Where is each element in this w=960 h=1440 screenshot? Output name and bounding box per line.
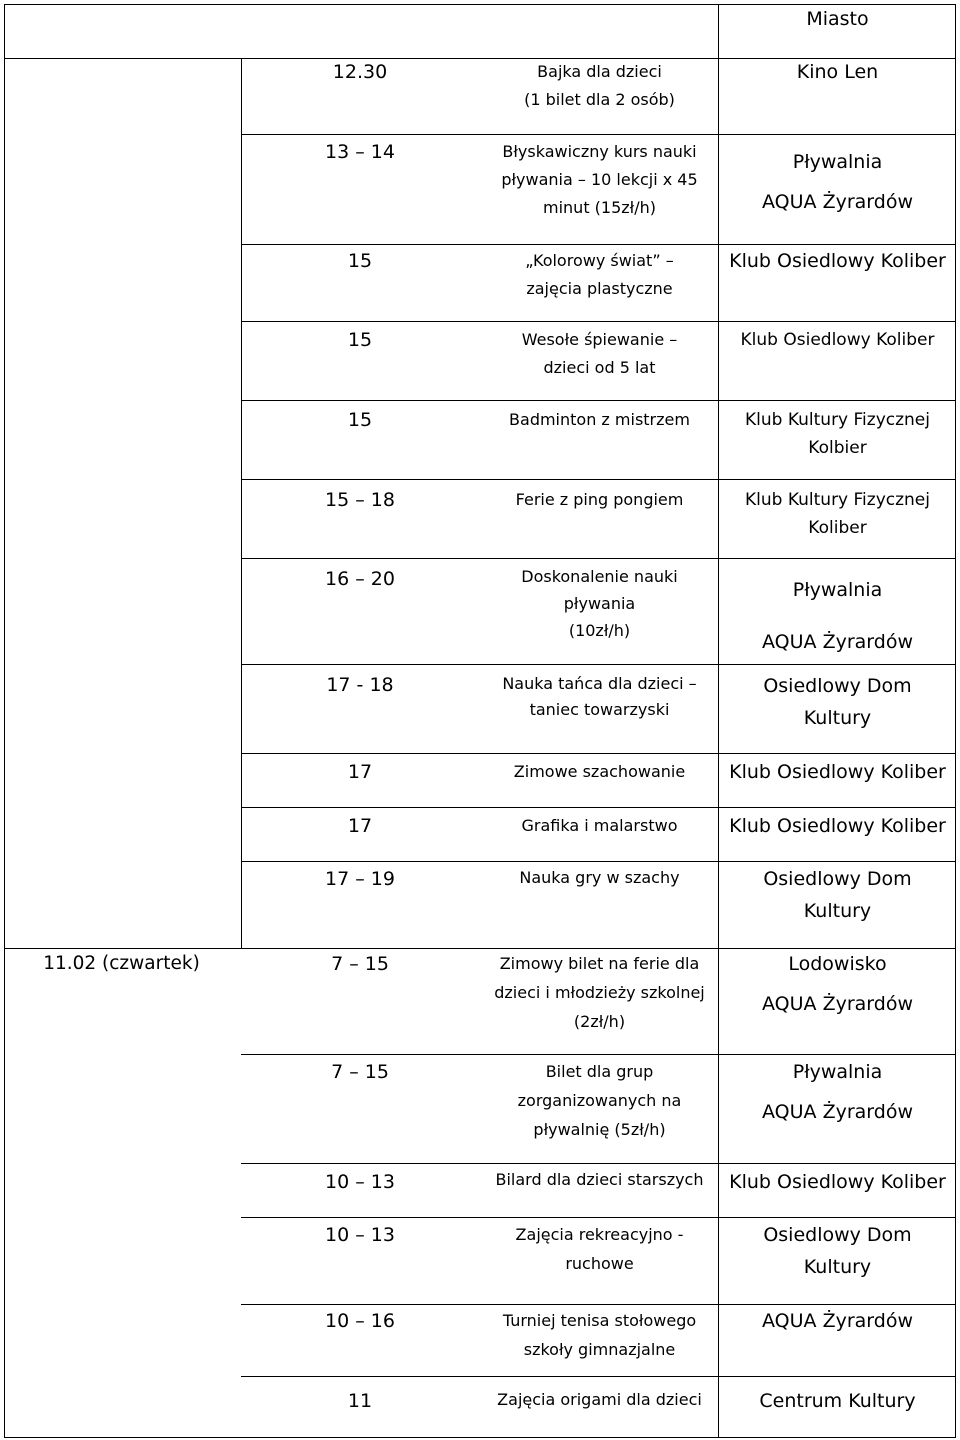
row-divider <box>241 1376 956 1377</box>
row-place <box>719 247 956 275</box>
row-time: 7 – 15 <box>331 953 389 975</box>
row-activity <box>481 138 718 222</box>
row-place <box>719 758 956 786</box>
row-activity-line: Błyskawiczny kurs nauki <box>502 142 697 161</box>
row-activity-line: ruchowe <box>565 1254 634 1273</box>
row-activity-line: Doskonalenie nauki <box>521 567 678 586</box>
row-divider <box>241 753 956 754</box>
row-activity-line: (10zł/h) <box>568 621 631 640</box>
row-activity <box>481 864 718 892</box>
row-place-line: AQUA Żyrardów <box>762 631 913 653</box>
row-place-line: Klub Osiedlowy Koliber <box>729 761 946 783</box>
row-activity-line: Ferie z ping pongiem <box>515 490 684 509</box>
row-activity-line: szkoły gimnazjalne <box>523 1340 676 1359</box>
row-activity-line: dzieci od 5 lat <box>543 358 656 377</box>
row-place <box>719 812 956 840</box>
row-place <box>719 58 956 86</box>
row-divider <box>241 861 956 862</box>
row-activity-line: Badminton z mistrzem <box>509 410 690 429</box>
row-activity-line: pływalnię (5zł/h) <box>533 1120 666 1139</box>
row-divider <box>241 1054 956 1055</box>
row-divider <box>241 134 956 135</box>
row-activity-line: minut (15zł/h) <box>543 198 656 217</box>
row-time: 17 - 18 <box>326 674 394 696</box>
row-place-line: Lodowisko <box>788 953 887 975</box>
row-divider <box>241 244 956 245</box>
row-place <box>719 1058 956 1150</box>
row-place-line: Pływalnia <box>792 579 883 601</box>
row-place <box>719 950 956 1042</box>
row-divider <box>241 400 956 401</box>
row-place-line: AQUA Żyrardów <box>762 1310 913 1332</box>
row-place <box>719 670 956 734</box>
row-place <box>719 1219 956 1283</box>
row-time: 16 – 20 <box>325 568 395 590</box>
row-place-line: AQUA Żyrardów <box>762 1101 913 1123</box>
row-time: 12.30 <box>332 61 388 83</box>
row-activity-line: Bilard dla dzieci starszych <box>495 1170 704 1189</box>
row-activity-line: Bajka dla dzieci <box>537 62 662 81</box>
row-activity <box>481 406 718 434</box>
row-place-line: Klub Osiedlowy Koliber <box>729 815 946 837</box>
row-activity <box>481 671 718 723</box>
row-activity-line: zajęcia plastyczne <box>526 279 673 298</box>
row-activity-line: (1 bilet dla 2 osób) <box>524 90 675 109</box>
row-place-line: Osiedlowy Dom <box>763 1224 912 1246</box>
row-place-line: Klub Kultury Fizycznej <box>744 490 930 510</box>
row-activity-line: pływania <box>563 594 636 613</box>
row-place-line: Centrum Kultury <box>759 1390 916 1412</box>
row-place <box>719 326 956 354</box>
row-place <box>719 1168 956 1196</box>
row-divider <box>241 479 956 480</box>
column-header-place: Miasto <box>806 8 869 30</box>
row-divider <box>241 1217 956 1218</box>
row-time: 17 <box>347 761 373 783</box>
row-time: 15 <box>347 409 373 431</box>
row-place-line: Pływalnia <box>792 151 883 173</box>
row-place-line: Osiedlowy Dom <box>763 675 912 697</box>
row-place <box>719 136 956 228</box>
row-activity <box>481 486 718 514</box>
row-divider <box>241 1163 956 1164</box>
row-activity-line: dzieci i młodzieży szkolnej <box>494 983 705 1002</box>
row-date: 11.02 (czwartek) <box>43 953 200 974</box>
row-place <box>719 406 956 462</box>
row-activity <box>481 1057 718 1144</box>
row-activity-line: Nauka gry w szachy <box>519 868 680 887</box>
row-place-line: Kino Len <box>796 61 879 83</box>
row-divider <box>4 948 956 949</box>
row-activity <box>481 758 718 786</box>
row-divider <box>241 321 956 322</box>
row-activity <box>481 1166 718 1194</box>
row-place-line: Osiedlowy Dom <box>763 868 912 890</box>
row-place-line: Klub Osiedlowy Koliber <box>729 250 946 272</box>
row-activity-line: Turniej tenisa stołowego <box>502 1311 697 1330</box>
row-activity <box>481 1306 718 1364</box>
row-activity <box>481 563 718 644</box>
row-time: 15 <box>347 250 373 272</box>
row-activity-line: taniec towarzyski <box>529 700 670 719</box>
row-activity-line: Zajęcia origami dla dzieci <box>497 1390 702 1409</box>
row-place <box>719 564 956 668</box>
row-activity <box>481 949 718 1036</box>
row-time: 17 <box>347 815 373 837</box>
row-divider <box>241 807 956 808</box>
row-place <box>719 486 956 542</box>
row-activity-line: Wesołe śpiewanie – <box>521 330 678 349</box>
row-activity-line: Zajęcia rekreacyjno - <box>515 1225 684 1244</box>
row-activity-line: Bilet dla grup <box>545 1062 654 1081</box>
row-activity-line: Grafika i malarstwo <box>521 816 678 835</box>
row-time: 17 – 19 <box>325 868 395 890</box>
row-place-line: Kultury <box>803 900 872 922</box>
row-time: 11 <box>347 1390 373 1412</box>
row-activity <box>481 247 718 303</box>
row-place <box>719 863 956 927</box>
row-place-line: Koliber <box>808 518 867 538</box>
row-time: 15 <box>347 329 373 351</box>
table-border-bottom <box>4 1437 956 1438</box>
row-activity-line: Nauka tańca dla dzieci – <box>502 674 697 693</box>
row-place-line: Kultury <box>803 707 872 729</box>
row-activity-line: pływania – 10 lekcji x 45 <box>501 170 698 189</box>
row-time: 10 – 16 <box>325 1310 395 1332</box>
row-activity <box>481 326 718 382</box>
row-activity <box>481 1220 718 1278</box>
row-time: 10 – 13 <box>325 1224 395 1246</box>
row-activity <box>481 812 718 840</box>
row-place <box>719 1387 956 1415</box>
row-activity <box>481 58 718 114</box>
row-place-line: Pływalnia <box>792 1061 883 1083</box>
row-time: 13 – 14 <box>325 141 395 163</box>
row-place-line: Klub Osiedlowy Koliber <box>740 330 935 350</box>
row-place-line: Kolbier <box>808 438 867 458</box>
row-activity-line: „Kolorowy świat” – <box>525 251 674 270</box>
row-activity <box>481 1386 718 1414</box>
row-place-line: AQUA Żyrardów <box>762 191 913 213</box>
row-divider <box>241 558 956 559</box>
row-activity-line: (2zł/h) <box>573 1012 626 1031</box>
row-place <box>719 1307 956 1335</box>
row-time: 7 – 15 <box>331 1061 389 1083</box>
row-activity-line: zorganizowanych na <box>517 1091 682 1110</box>
row-divider <box>241 1304 956 1305</box>
row-place-line: Kultury <box>803 1256 872 1278</box>
row-time: 10 – 13 <box>325 1171 395 1193</box>
row-place-line: Klub Kultury Fizycznej <box>744 410 930 430</box>
row-place-line: Klub Osiedlowy Koliber <box>729 1171 946 1193</box>
row-activity-line: Zimowe szachowanie <box>513 762 686 781</box>
row-activity-line: Zimowy bilet na ferie dla <box>499 954 700 973</box>
row-place-line: AQUA Żyrardów <box>762 993 913 1015</box>
table-border-left <box>4 4 5 1438</box>
row-time: 15 – 18 <box>325 489 395 511</box>
